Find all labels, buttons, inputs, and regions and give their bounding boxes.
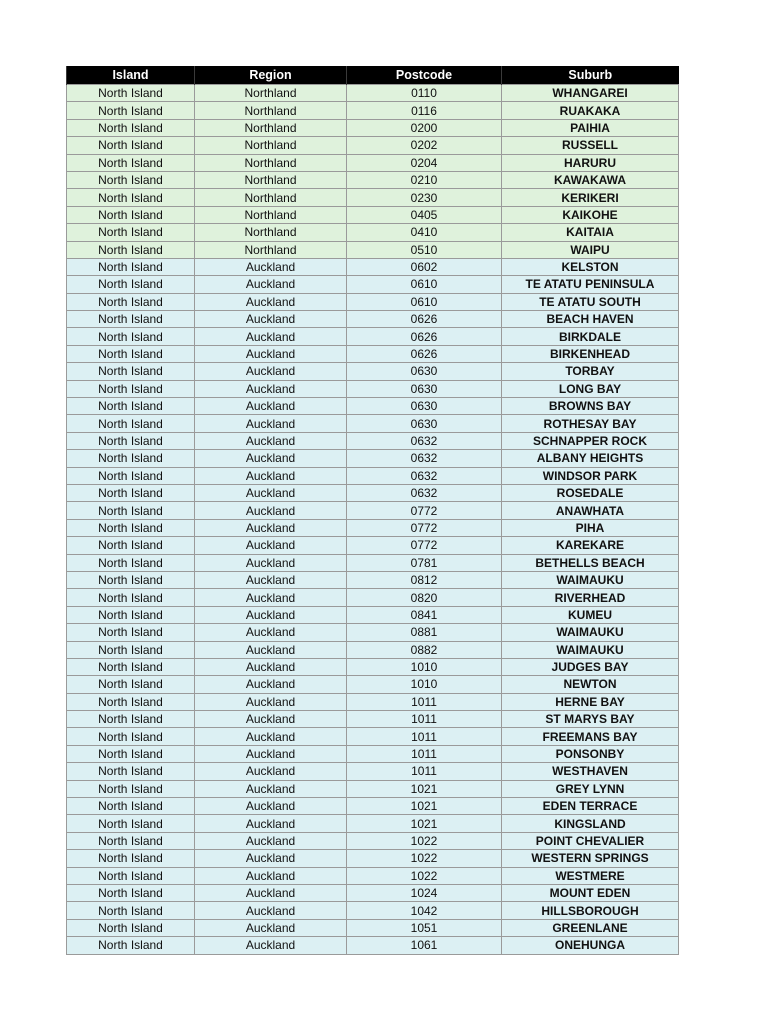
region-cell: Auckland	[195, 763, 347, 780]
island-cell: North Island	[67, 432, 195, 449]
region-cell: Auckland	[195, 311, 347, 328]
table-body	[67, 85, 679, 955]
region-cell: Auckland	[195, 711, 347, 728]
island-cell: North Island	[67, 450, 195, 467]
postcode-cell: 1022	[347, 867, 502, 884]
region-cell: Auckland	[195, 363, 347, 380]
region-cell: Auckland	[195, 676, 347, 693]
table-row	[67, 937, 679, 954]
island-cell: North Island	[67, 276, 195, 293]
suburb-cell: ALBANY HEIGHTS	[502, 450, 679, 467]
postcode-cell: 0632	[347, 432, 502, 449]
island-cell: North Island	[67, 415, 195, 432]
header-island: Island	[67, 66, 195, 85]
region-cell: Auckland	[195, 624, 347, 641]
suburb-cell: TE ATATU PENINSULA	[502, 276, 679, 293]
suburb-cell: BEACH HAVEN	[502, 311, 679, 328]
region-cell: Auckland	[195, 432, 347, 449]
region-cell: Auckland	[195, 850, 347, 867]
region-cell: Auckland	[195, 328, 347, 345]
region-cell: Auckland	[195, 258, 347, 275]
postcode-cell: 1021	[347, 780, 502, 797]
table-row	[67, 571, 679, 588]
postcode-cell: 0626	[347, 311, 502, 328]
island-cell: North Island	[67, 919, 195, 936]
postcode-cell: 0602	[347, 258, 502, 275]
region-cell: Auckland	[195, 919, 347, 936]
header-region: Region	[195, 66, 347, 85]
table-row	[67, 728, 679, 745]
table-row	[67, 380, 679, 397]
postcode-cell: 1022	[347, 850, 502, 867]
table-row	[67, 154, 679, 171]
postcode-cell: 0200	[347, 119, 502, 136]
suburb-cell: HARURU	[502, 154, 679, 171]
postcode-cell: 1010	[347, 658, 502, 675]
region-cell: Auckland	[195, 867, 347, 884]
island-cell: North Island	[67, 311, 195, 328]
table-row	[67, 102, 679, 119]
header-postcode: Postcode	[347, 66, 502, 85]
region-cell: Northland	[195, 241, 347, 258]
island-cell: North Island	[67, 154, 195, 171]
postcode-cell: 1022	[347, 832, 502, 849]
island-cell: North Island	[67, 624, 195, 641]
postcode-cell: 0204	[347, 154, 502, 171]
island-cell: North Island	[67, 467, 195, 484]
suburb-cell: POINT CHEVALIER	[502, 832, 679, 849]
postcode-cell: 1061	[347, 937, 502, 954]
island-cell: North Island	[67, 554, 195, 571]
table-row	[67, 815, 679, 832]
table-row	[67, 206, 679, 223]
postcode-cell: 1051	[347, 919, 502, 936]
region-cell: Auckland	[195, 293, 347, 310]
island-cell: North Island	[67, 484, 195, 501]
region-cell: Auckland	[195, 641, 347, 658]
island-cell: North Island	[67, 85, 195, 102]
table-row	[67, 398, 679, 415]
island-cell: North Island	[67, 571, 195, 588]
table-row	[67, 467, 679, 484]
suburb-cell: PAIHIA	[502, 119, 679, 136]
table-row	[67, 328, 679, 345]
suburb-cell: KERIKERI	[502, 189, 679, 206]
postcode-cell: 0610	[347, 276, 502, 293]
table-row	[67, 745, 679, 762]
table-row	[67, 311, 679, 328]
postcode-cell: 0772	[347, 537, 502, 554]
region-cell: Northland	[195, 137, 347, 154]
suburb-cell: KINGSLAND	[502, 815, 679, 832]
suburb-cell: MOUNT EDEN	[502, 884, 679, 901]
postcode-cell: 1042	[347, 902, 502, 919]
header-row	[67, 66, 679, 85]
suburb-cell: WINDSOR PARK	[502, 467, 679, 484]
region-cell: Auckland	[195, 832, 347, 849]
postcode-cell: 0610	[347, 293, 502, 310]
table-row	[67, 450, 679, 467]
postcode-cell: 0210	[347, 171, 502, 188]
postcode-cell: 0772	[347, 502, 502, 519]
postcode-cell: 0841	[347, 606, 502, 623]
island-cell: North Island	[67, 693, 195, 710]
suburb-cell: WAIMAUKU	[502, 641, 679, 658]
table-row	[67, 224, 679, 241]
suburb-cell: GREY LYNN	[502, 780, 679, 797]
region-cell: Auckland	[195, 345, 347, 362]
header-suburb: Suburb	[502, 66, 679, 85]
suburb-cell: EDEN TERRACE	[502, 798, 679, 815]
region-cell: Auckland	[195, 798, 347, 815]
region-cell: Northland	[195, 189, 347, 206]
region-cell: Auckland	[195, 554, 347, 571]
island-cell: North Island	[67, 867, 195, 884]
region-cell: Auckland	[195, 728, 347, 745]
island-cell: North Island	[67, 798, 195, 815]
island-cell: North Island	[67, 537, 195, 554]
suburb-cell: ANAWHATA	[502, 502, 679, 519]
suburb-cell: HERNE BAY	[502, 693, 679, 710]
island-cell: North Island	[67, 502, 195, 519]
region-cell: Auckland	[195, 815, 347, 832]
table-row	[67, 502, 679, 519]
suburb-cell: WHANGAREI	[502, 85, 679, 102]
table-row	[67, 919, 679, 936]
region-cell: Northland	[195, 119, 347, 136]
island-cell: North Island	[67, 189, 195, 206]
table-row	[67, 884, 679, 901]
postcode-cell: 0820	[347, 589, 502, 606]
postcode-cell: 0632	[347, 484, 502, 501]
postcode-cell: 0781	[347, 554, 502, 571]
region-cell: Northland	[195, 85, 347, 102]
table-row	[67, 432, 679, 449]
table-row	[67, 589, 679, 606]
island-cell: North Island	[67, 850, 195, 867]
region-cell: Auckland	[195, 484, 347, 501]
suburb-cell: ROSEDALE	[502, 484, 679, 501]
postcode-cell: 0630	[347, 363, 502, 380]
postcode-cell: 0405	[347, 206, 502, 223]
postcode-cell: 0772	[347, 519, 502, 536]
table-row	[67, 345, 679, 362]
table-row	[67, 798, 679, 815]
postcode-cell: 0881	[347, 624, 502, 641]
island-cell: North Island	[67, 658, 195, 675]
suburb-cell: WESTHAVEN	[502, 763, 679, 780]
table-row	[67, 676, 679, 693]
postcode-cell: 0626	[347, 345, 502, 362]
region-cell: Northland	[195, 154, 347, 171]
postcode-cell: 1010	[347, 676, 502, 693]
region-cell: Northland	[195, 171, 347, 188]
table-row	[67, 711, 679, 728]
table-row	[67, 902, 679, 919]
suburb-cell: KAITAIA	[502, 224, 679, 241]
suburb-cell: ROTHESAY BAY	[502, 415, 679, 432]
island-cell: North Island	[67, 728, 195, 745]
region-cell: Auckland	[195, 589, 347, 606]
region-cell: Auckland	[195, 276, 347, 293]
postcode-cell: 0626	[347, 328, 502, 345]
suburb-cell: ONEHUNGA	[502, 937, 679, 954]
suburb-cell: RIVERHEAD	[502, 589, 679, 606]
postcode-cell: 0116	[347, 102, 502, 119]
postcode-cell: 1011	[347, 763, 502, 780]
table-row	[67, 867, 679, 884]
suburb-cell: KUMEU	[502, 606, 679, 623]
region-cell: Northland	[195, 206, 347, 223]
postcode-cell: 1021	[347, 815, 502, 832]
postcode-cell: 1011	[347, 711, 502, 728]
island-cell: North Island	[67, 519, 195, 536]
postcode-cell: 1011	[347, 728, 502, 745]
table-row	[67, 832, 679, 849]
island-cell: North Island	[67, 328, 195, 345]
island-cell: North Island	[67, 398, 195, 415]
suburb-cell: LONG BAY	[502, 380, 679, 397]
suburb-cell: PIHA	[502, 519, 679, 536]
region-cell: Auckland	[195, 902, 347, 919]
island-cell: North Island	[67, 345, 195, 362]
region-cell: Auckland	[195, 467, 347, 484]
suburb-cell: KAWAKAWA	[502, 171, 679, 188]
island-cell: North Island	[67, 606, 195, 623]
postcode-cell: 0882	[347, 641, 502, 658]
suburb-cell: KAIKOHE	[502, 206, 679, 223]
suburb-cell: KELSTON	[502, 258, 679, 275]
region-cell: Auckland	[195, 398, 347, 415]
island-cell: North Island	[67, 815, 195, 832]
table-row	[67, 780, 679, 797]
region-cell: Auckland	[195, 606, 347, 623]
table-row	[67, 641, 679, 658]
region-cell: Auckland	[195, 780, 347, 797]
table-row	[67, 293, 679, 310]
table-row	[67, 519, 679, 536]
region-cell: Auckland	[195, 380, 347, 397]
table-row	[67, 119, 679, 136]
table-row	[67, 606, 679, 623]
table-row	[67, 850, 679, 867]
postcode-cell: 0630	[347, 380, 502, 397]
island-cell: North Island	[67, 363, 195, 380]
region-cell: Auckland	[195, 450, 347, 467]
island-cell: North Island	[67, 745, 195, 762]
island-cell: North Island	[67, 137, 195, 154]
suburb-cell: GREENLANE	[502, 919, 679, 936]
postcode-cell: 0510	[347, 241, 502, 258]
suburb-cell: WESTMERE	[502, 867, 679, 884]
suburb-cell: BIRKENHEAD	[502, 345, 679, 362]
suburb-cell: FREEMANS BAY	[502, 728, 679, 745]
postcode-table	[66, 66, 679, 955]
suburb-cell: KAREKARE	[502, 537, 679, 554]
postcode-cell: 1011	[347, 693, 502, 710]
table-row	[67, 258, 679, 275]
region-cell: Auckland	[195, 884, 347, 901]
table-row	[67, 658, 679, 675]
island-cell: North Island	[67, 293, 195, 310]
island-cell: North Island	[67, 171, 195, 188]
island-cell: North Island	[67, 884, 195, 901]
island-cell: North Island	[67, 224, 195, 241]
region-cell: Auckland	[195, 937, 347, 954]
table-row	[67, 554, 679, 571]
table-row	[67, 484, 679, 501]
postcode-cell: 0410	[347, 224, 502, 241]
postcode-cell: 0632	[347, 450, 502, 467]
table-row	[67, 189, 679, 206]
island-cell: North Island	[67, 676, 195, 693]
region-cell: Auckland	[195, 571, 347, 588]
island-cell: North Island	[67, 241, 195, 258]
island-cell: North Island	[67, 937, 195, 954]
island-cell: North Island	[67, 102, 195, 119]
suburb-cell: TORBAY	[502, 363, 679, 380]
postcode-cell: 0202	[347, 137, 502, 154]
table-row	[67, 85, 679, 102]
table-row	[67, 363, 679, 380]
suburb-cell: ST MARYS BAY	[502, 711, 679, 728]
postcode-cell: 0230	[347, 189, 502, 206]
postcode-cell: 0630	[347, 415, 502, 432]
table-row	[67, 537, 679, 554]
region-cell: Auckland	[195, 658, 347, 675]
table-row	[67, 624, 679, 641]
table-row	[67, 415, 679, 432]
island-cell: North Island	[67, 119, 195, 136]
island-cell: North Island	[67, 641, 195, 658]
suburb-cell: WAIMAUKU	[502, 624, 679, 641]
postcode-cell: 1021	[347, 798, 502, 815]
island-cell: North Island	[67, 258, 195, 275]
postcode-cell: 1024	[347, 884, 502, 901]
island-cell: North Island	[67, 832, 195, 849]
table-row	[67, 693, 679, 710]
island-cell: North Island	[67, 380, 195, 397]
table-row	[67, 171, 679, 188]
region-cell: Auckland	[195, 693, 347, 710]
suburb-cell: SCHNAPPER ROCK	[502, 432, 679, 449]
island-cell: North Island	[67, 206, 195, 223]
postcode-cell: 0812	[347, 571, 502, 588]
region-cell: Northland	[195, 102, 347, 119]
region-cell: Auckland	[195, 415, 347, 432]
suburb-cell: TE ATATU SOUTH	[502, 293, 679, 310]
table-header	[67, 66, 679, 85]
region-cell: Auckland	[195, 537, 347, 554]
postcode-cell: 0630	[347, 398, 502, 415]
suburb-cell: RUSSELL	[502, 137, 679, 154]
suburb-cell: BIRKDALE	[502, 328, 679, 345]
suburb-cell: BROWNS BAY	[502, 398, 679, 415]
suburb-cell: WAIMAUKU	[502, 571, 679, 588]
region-cell: Northland	[195, 224, 347, 241]
postcode-cell: 1011	[347, 745, 502, 762]
region-cell: Auckland	[195, 502, 347, 519]
table-row	[67, 276, 679, 293]
postcode-cell: 0110	[347, 85, 502, 102]
region-cell: Auckland	[195, 745, 347, 762]
postcode-cell: 0632	[347, 467, 502, 484]
suburb-cell: BETHELLS BEACH	[502, 554, 679, 571]
suburb-cell: WAIPU	[502, 241, 679, 258]
suburb-cell: RUAKAKA	[502, 102, 679, 119]
table-row	[67, 241, 679, 258]
table-row	[67, 763, 679, 780]
suburb-cell: JUDGES BAY	[502, 658, 679, 675]
suburb-cell: PONSONBY	[502, 745, 679, 762]
suburb-cell: NEWTON	[502, 676, 679, 693]
island-cell: North Island	[67, 711, 195, 728]
suburb-cell: HILLSBOROUGH	[502, 902, 679, 919]
region-cell: Auckland	[195, 519, 347, 536]
island-cell: North Island	[67, 589, 195, 606]
island-cell: North Island	[67, 780, 195, 797]
table-row	[67, 137, 679, 154]
island-cell: North Island	[67, 902, 195, 919]
island-cell: North Island	[67, 763, 195, 780]
suburb-cell: WESTERN SPRINGS	[502, 850, 679, 867]
